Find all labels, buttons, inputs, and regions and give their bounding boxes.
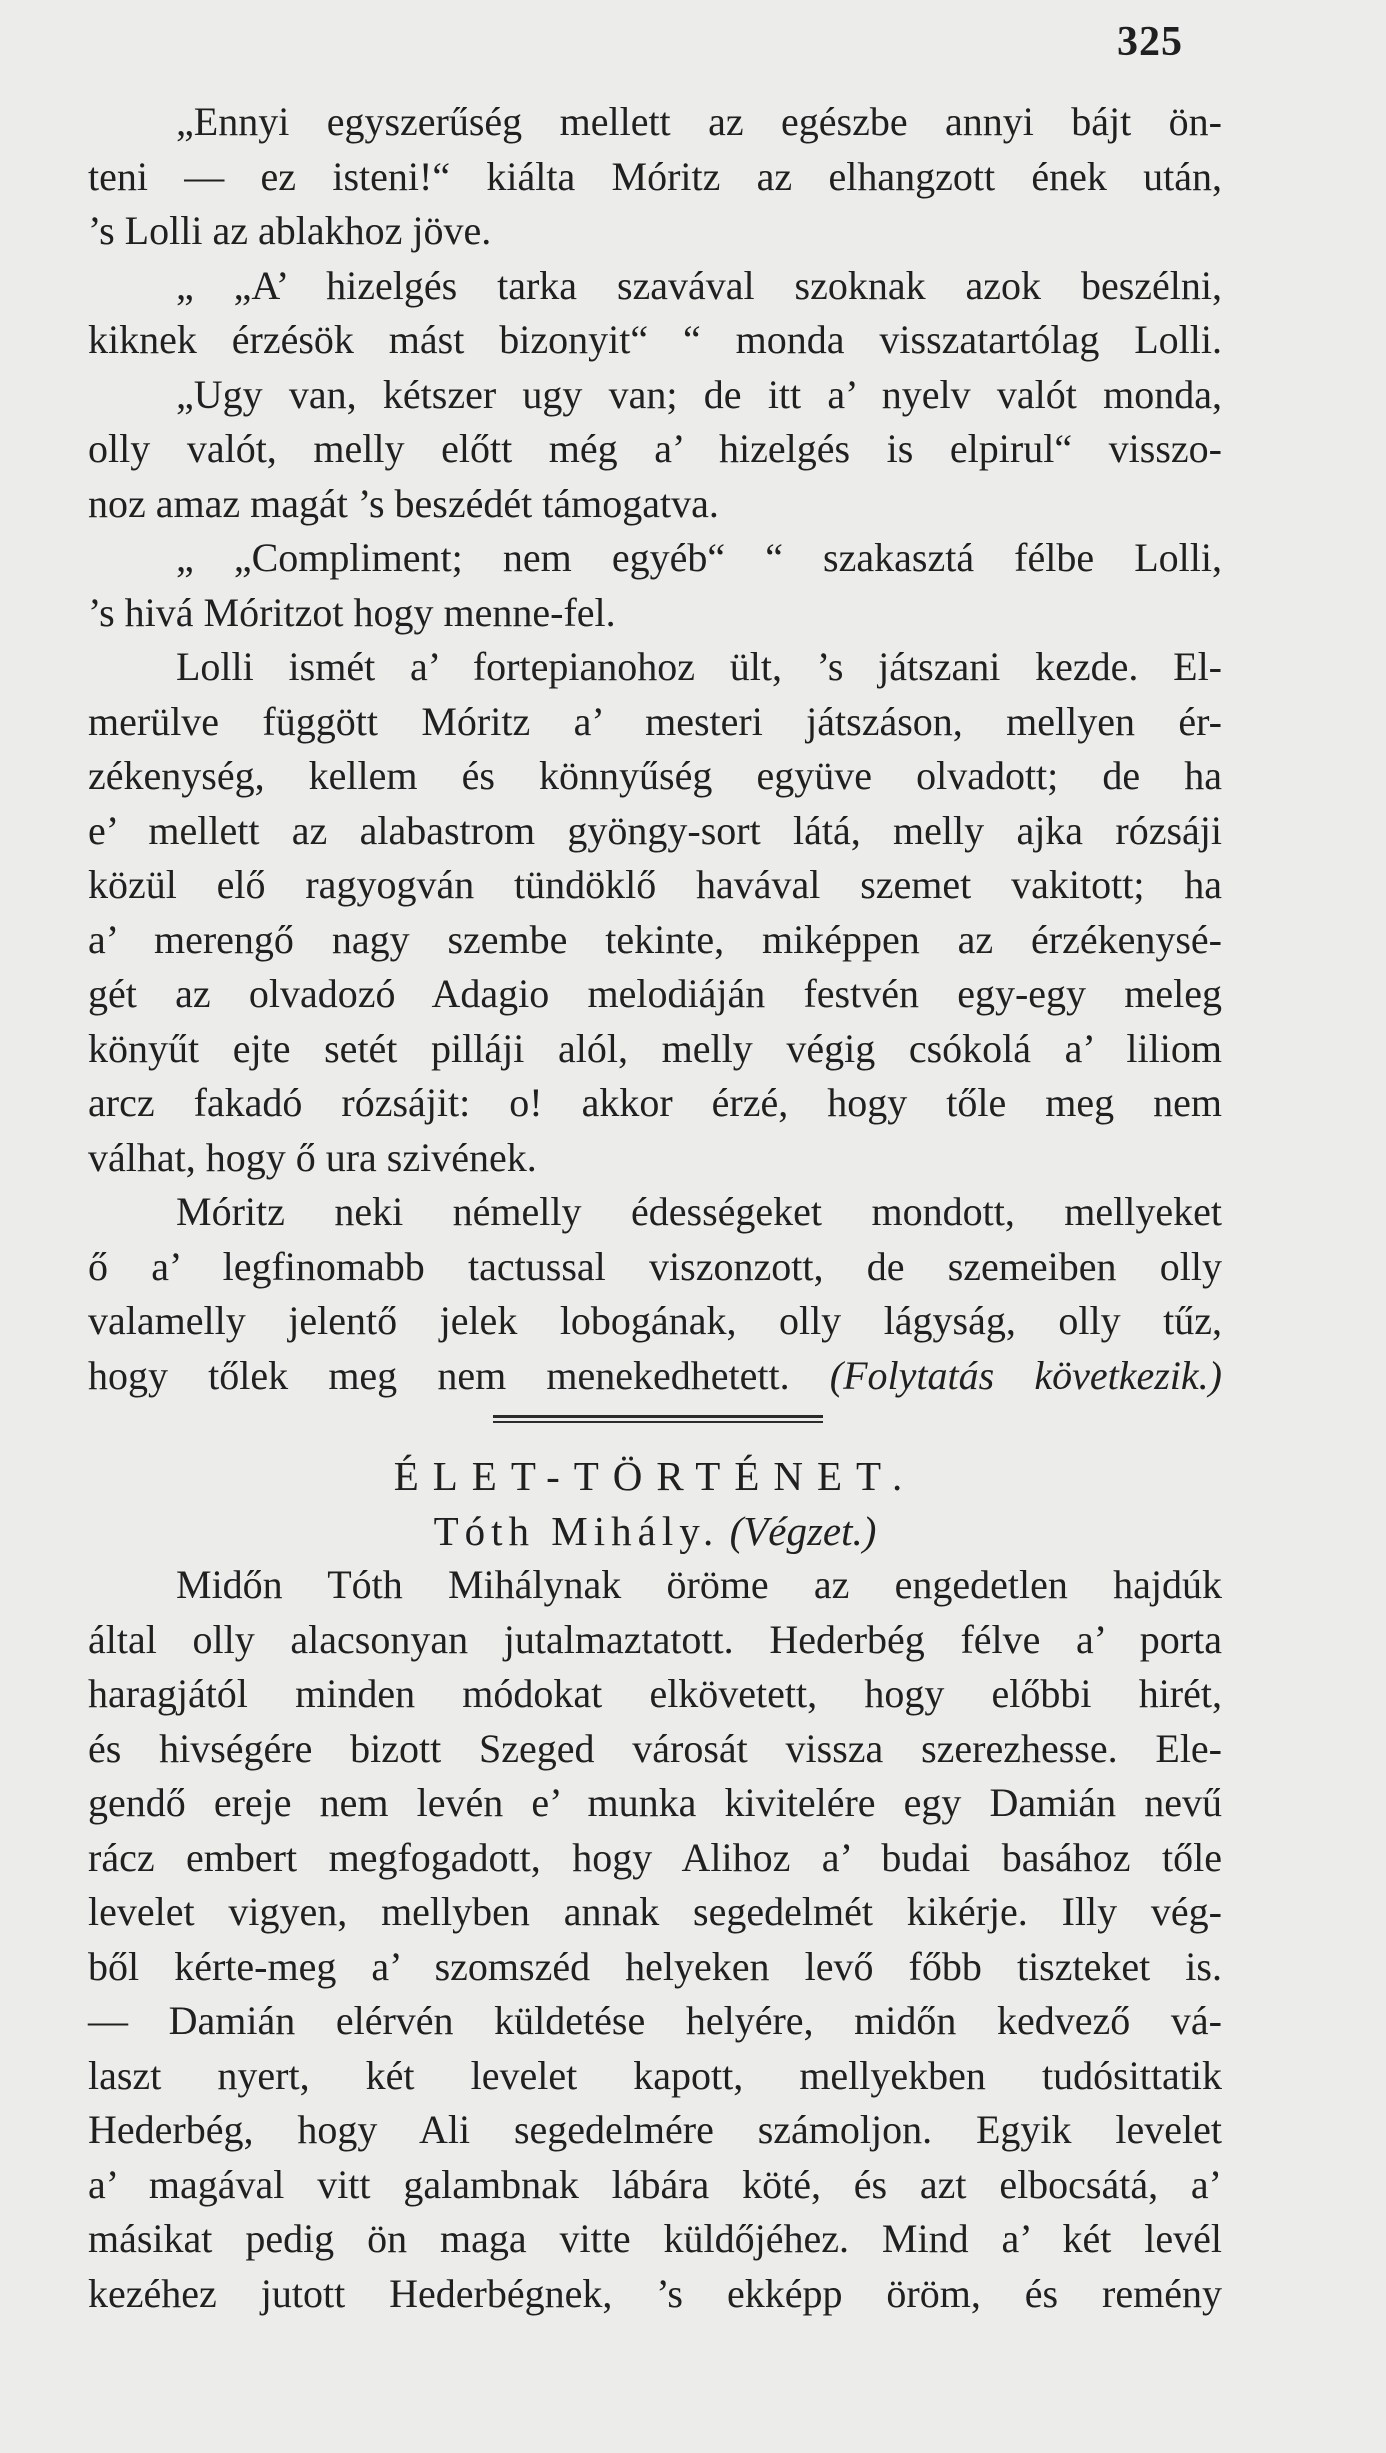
text-line: rácz embert megfogadott, hogy Alihoz a’ budai basához tőle [88,1834,1222,1880]
text-line: laszt nyert, két levelet kapott, mellyekben tudósittatik [88,2052,1222,2098]
text-line: „ „Compliment; nem egyéb“ “ szakasztá félbe Lolli, [176,535,1222,580]
text-line: zékenység, kellem és könnyűség együve olvadott; de ha [88,753,1222,798]
text-line: teni — ez isteni!“ kiálta Móritz az elhangzott ének után, [88,153,1222,199]
text-line: levelet vigyen, mellyben annak segedelmét kikérje. Illy vég- [88,1889,1222,1934]
text-line: hogy tőlek meg nem menekedhetett. [88,1352,790,1398]
text-line: merülve függött Móritz a’ mesteri játszáson, mellyen ér- [88,698,1222,744]
text-line-with-continuation [88,1349,1222,1404]
text-line: ’s Lolli az ablakhoz jöve. [88,208,492,253]
text-line: másikat pedig ön maga vitte küldőjéhez. Mind a’ két levél [88,2216,1222,2261]
divider-rule [493,1415,823,1418]
text-line: „Ugy van, kétszer ugy van; de itt a’ nyelv valót monda, [176,371,1222,417]
text-line: gét az olvadozó Adagio melodiáján festvén egy-egy meleg [88,971,1222,1016]
text-line: könyűt ejte setét pilláji alól, melly végig csókolá a’ liliom [88,1025,1222,1071]
text-line: által olly alacsonyan jutalmaztatott. Hederbég félve a’ porta [88,1616,1222,1662]
text-line: ő a’ legfinomabb tactussal viszonzott, de szemeiben olly [88,1243,1222,1289]
text-line: Lolli ismét a’ fortepianohoz ült, ’s játszani kezde. El- [176,644,1222,689]
text-line: a’ magával vitt galambnak lábára köté, és azt elbocsátá, a’ [88,2161,1222,2207]
continuation-note: (Folytatás következik.) [829,1352,1222,1398]
text-line: kezéhez jutott Hederbégnek, ’s ekképp öröm, és remény [88,2270,1222,2316]
text-line: Midőn Tóth Mihálynak öröme az engedetlen hajdúk [176,1562,1222,1607]
page-text [88,95,1222,2321]
section-divider [88,1403,1222,1449]
text-line: Hederbég, hogy Ali segedelmére számoljon. Egyik levelet [88,2107,1222,2152]
text-line: Móritz neki némelly édességeket mondott, mellyeket [176,1189,1222,1234]
text-line: noz amaz magát ’s beszédét támogatva. [88,480,719,526]
text-line: ből kérte-meg a’ szomszéd helyeken levő főbb tiszteket is. [88,1943,1222,1989]
text-line: közül elő ragyogván tündöklő havával szemet vakitott; ha [88,862,1222,907]
text-line: és hivségére bizott Szeged városát vissza szerezhesse. Ele- [88,1725,1222,1771]
divider-rule [493,1421,823,1423]
text-line: e’ mellett az alabastrom gyöngy-sort látá, melly ajka rózsáji [88,807,1222,853]
text-line: „Ennyi egyszerűség mellett az egészbe annyi bájt ön- [176,99,1222,144]
text-line: olly valót, melly előtt még a’ hizelgés is elpirul“ visszo- [88,426,1222,471]
text-line: — Damián elérvén küldetése helyére, midőn kedvező vá- [88,1998,1222,2043]
text-line: kiknek érzésök mást bizonyit“ “ monda visszatartólag Lolli. [88,317,1222,362]
text-line: arcz fakadó rózsájit: o! akkor érzé, hogy tőle meg nem [88,1080,1222,1125]
subtitle-name: Tóth Mihály. [433,1507,720,1554]
text-line: gendő ereje nem levén e’ munka kivitelére egy Damián nevű [88,1780,1222,1825]
text-line: haragjától minden módokat elkövetett, hogy előbbi hirét, [88,1671,1222,1716]
section-subtitle [88,1504,1222,1559]
text-line: „ „A’ hizelgés tarka szavával szoknak azok beszélni, [176,262,1222,308]
text-line: válhat, hogy ő ura szivének. [88,1134,537,1180]
text-line: valamelly jelentő jelek lobogának, olly lágyság, olly tűz, [88,1298,1222,1343]
text-line: a’ merengő nagy szembe tekinte, miképpen az érzékenysé- [88,916,1222,962]
text-line: ’s hivá Móritzot hogy menne-fel. [88,589,616,635]
subtitle-note: (Végzet.) [729,1507,877,1554]
section-title: ÉLET-TÖRTÉNET. [393,1453,917,1499]
page-number: 325 [1117,19,1183,65]
